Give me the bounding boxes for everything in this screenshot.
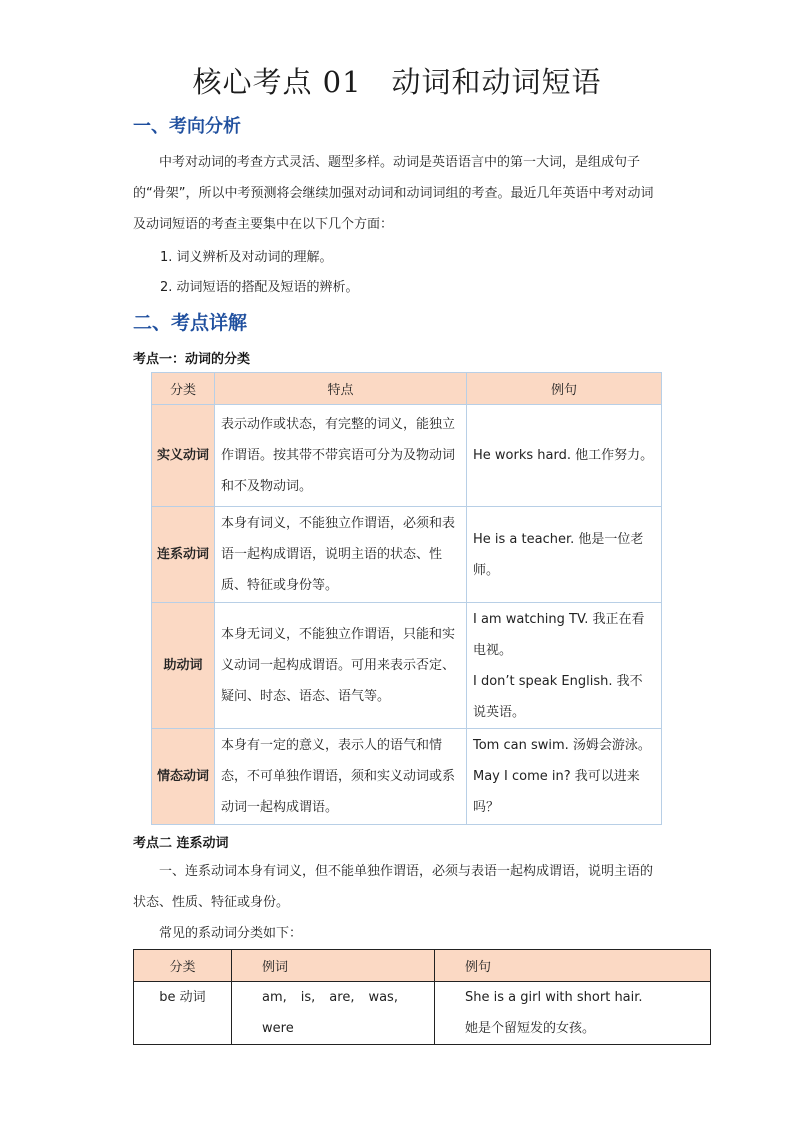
example-cell: He is a teacher. 他是一位老师。 [467,507,662,603]
feature-cell: 本身无词义，不能独立作谓语，只能和实义动词一起构成谓语。可用来表示否定、疑问、时态、语态、语气等。 [215,603,467,729]
point1-heading: 考点一：动词的分类 [133,352,251,367]
example-word: were [262,1021,294,1036]
category-cell: 情态动词 [152,729,215,825]
linking-verb-table [133,949,711,1045]
classification-intro [133,918,661,949]
table-row [152,729,662,825]
category-cell: 连系动词 [152,507,215,603]
linking-verb-paragraph [133,856,661,918]
category-cell: 实义动词 [152,405,215,507]
example-cell: I am watching TV. 我正在看电视。 I don’t speak English. 我不说英语。 [467,603,662,729]
feature-cell: 本身有词义，不能独立作谓语，必须和表语一起构成谓语，说明主语的状态、性质、特征或身份等。 [215,507,467,603]
category-cell: be 动词 [134,982,232,1045]
example-word: are, [329,990,355,1005]
analysis-paragraph-text: 中考对动词的考查方式灵活、题型多样。动词是英语语言中的第一大词，是组成句子的“骨架”，所以中考预测将会继续加强对动词和动词词组的考查。最近几年英语中考对动词及动词短语的考查主要集中在以下几个方面： [133,155,654,232]
table-header-row [134,950,711,982]
classification-intro-text: 常见的系动词分类如下： [159,926,303,941]
analysis-paragraph [133,147,661,240]
example-sentence-zh: 她是个留短发的女孩。 [465,1021,596,1036]
table-header-cell: 分类 [152,373,215,405]
category-cell: 助动词 [152,603,215,729]
table-header-row [152,373,662,405]
table-header-cell: 例句 [467,373,662,405]
section-heading-details: 二、考点详解 [133,312,248,334]
example-cell: He works hard. 他工作努力。 [467,405,662,507]
table-header-cell: 分类 [134,950,232,982]
example-sentence-en: She is a girl with short hair. [465,990,643,1005]
linking-verb-paragraph-text: 一、连系动词本身有词义，但不能单独作谓语，必须与表语一起构成谓语，说明主语的状态、性质、特征或身份。 [133,864,654,910]
list-item: 1. 词义辨析及对动词的理解。 [160,250,333,265]
page-title: 核心考点 01 动词和动词短语 [192,65,602,99]
table-row [152,603,662,729]
table-row [134,982,711,1045]
table-row [152,405,662,507]
table-row [152,507,662,603]
example-word: was, [368,990,398,1005]
example-sentence-cell [435,982,711,1045]
verb-classification-table [151,372,662,825]
list-item: 2. 动词短语的搭配及短语的辨析。 [160,280,359,295]
example-words-cell [232,982,435,1045]
table-header-cell: 例词 [232,950,435,982]
example-word: is, [300,990,316,1005]
example-word: am, [262,990,287,1005]
feature-cell: 表示动作或状态，有完整的词义，能独立作谓语。按其带不带宾语可分为及物动词和不及物动词。 [215,405,467,507]
table-header-cell: 特点 [215,373,467,405]
example-cell: Tom can swim. 汤姆会游泳。 May I come in? 我可以进来吗？ [467,729,662,825]
section-heading-analysis: 一、考向分析 [133,116,241,137]
point2-heading: 考点二 连系动词 [133,836,229,851]
table-header-cell: 例句 [435,950,711,982]
feature-cell: 本身有一定的意义，表示人的语气和情态，不可单独作谓语，须和实义动词或系动词一起构成谓语。 [215,729,467,825]
